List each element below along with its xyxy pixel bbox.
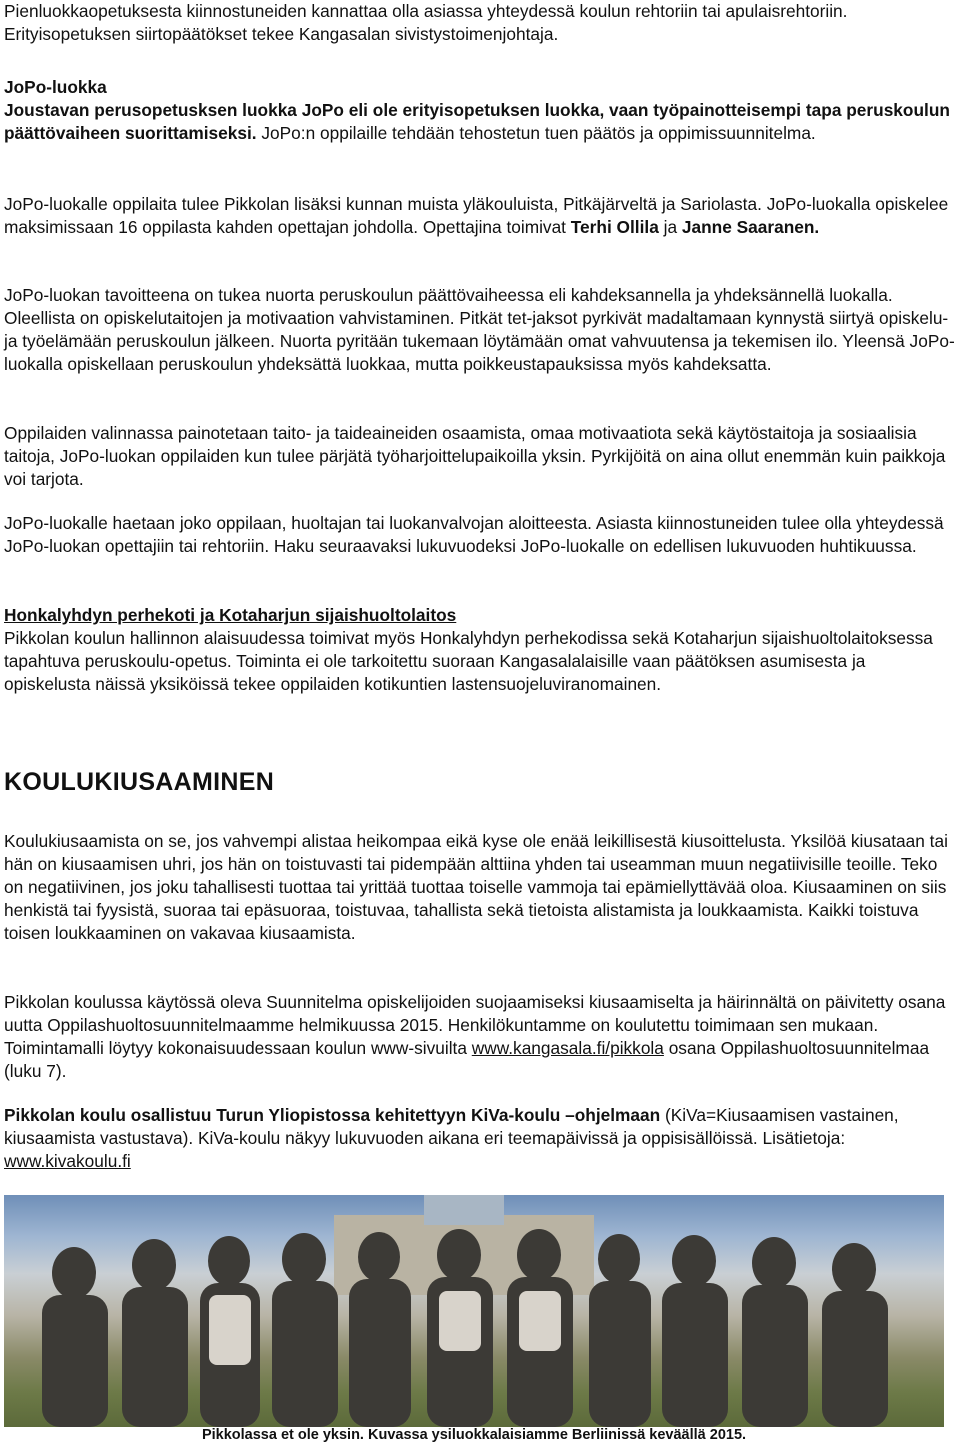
intro-text: Pienluokkaopetuksesta kiinnostuneiden kannattaa olla asiassa yhteydessä koulun rehtoriin tai apulaisrehtoriin. Erityisopetuksen siirtopäätökset tekee Kangasalan sivistystoimenjohtaja. [4, 1, 848, 44]
jopo-p2-and: ja [658, 217, 682, 237]
jopo-heading: JoPo-luokka [4, 77, 107, 97]
honkalyhty-heading: Honkalyhdyn perhekoti ja Kotaharjun sijaishuoltolaitos [4, 605, 457, 625]
jopo-section [4, 76, 956, 145]
kiusaaminen-p2-text: Pikkolan koulussa käytössä oleva Suunnitelma opiskelijoiden suojaamiseksi kiusaamiselta ja häirinnältä on päivitetty osana uutta Oppilashuoltosuunnitelmaamme helmikuussa 2015. Henkilökuntamme on koulutettu toimimaan sen mukaan. Toimintamalli löytyy kokonaisuudessaan koulun www-sivuilta [4, 992, 946, 1058]
group-photo-illustration [4, 1195, 944, 1427]
teacher-name-1: Terhi Ollila [570, 217, 659, 237]
honkalyhty-text: Pikkolan koulun hallinnon alaisuudessa toimivat myös Honkalyhdyn perhekodissa sekä Kotaharjun sijaishuoltolaitoksessa tapahtuva peruskoulu-opetus. Toiminta ei ole tarkoitettu suoraan Kangasalalaisille vaan päätöksen asumisesta ja opiskelusta näissä yksiköissä tekee oppilaiden kotikuntien lastensuojeluviranomainen. [4, 628, 933, 694]
kiva-text: (KiVa=Kiusaamisen vastainen, kiusaamista vastustava). KiVa-koulu näkyy lukuvuoden aikana eri teemapäivissä ja oppisisällöissä. Lisätietoja: [4, 1105, 899, 1148]
kiusaaminen-paragraph-1 [4, 830, 956, 945]
photo-caption: Pikkolassa et ole yksin. Kuvassa ysiluokkalaisiamme Berliinissä keväällä 2015. [201, 1427, 747, 1443]
dome-shape [424, 1195, 504, 1225]
kiusaaminen-heading: KOULUKIUSAAMINEN [4, 768, 275, 796]
jopo-paragraph-3 [4, 284, 956, 376]
jopo-paragraph-4 [4, 422, 956, 491]
intro-paragraph [4, 0, 956, 46]
jopo-paragraph-2 [4, 193, 956, 239]
kangasala-pikkola-link[interactable]: www.kangasala.fi/pikkola [471, 1038, 664, 1058]
kiva-bold-text: Pikkolan koulu osallistuu Turun Yliopistossa kehitettyyn KiVa-koulu –ohjelmaan [4, 1105, 661, 1125]
jopo-lead-rest: JoPo:n oppilaille tehdään tehostetun tuen päätös ja oppimissuunnitelma. [256, 123, 816, 143]
honkalyhty-section [4, 604, 956, 696]
jopo-lead-bold: Joustavan perusopetusksen luokka JoPo eli ole erityisopetuksen luokka, vaan työpainotteisempi tapa peruskoulun päättövaiheen suorittamiseksi. [4, 100, 950, 143]
jopo-p3-text: JoPo-luokan tavoitteena on tukea nuorta peruskoulun päättövaiheessa eli kahdeksannella ja yhdeksännellä luokalla. Oleellista on opiskelutaitojen ja motivaation vahvistaminen. Pitkät tet-jaksot pyrkivät madaltamaan kynnystä siirtyä opiskelu- ja työelämään peruskoulun jälkeen. Nuorta pyritään tukemaan löytämään omat vahvuutensa ja tekemisen ilo. Yleensä JoPo-luokalla opiskellaan peruskoulun yhdeksättä luokkaa, mutta poikkeustapauksissa myös kahdeksatta. [4, 285, 955, 374]
teacher-name-2: Janne Saaranen. [681, 217, 820, 237]
jopo-p5-text: JoPo-luokalle haetaan joko oppilaan, huoltajan tai luokanvalvojan aloitteesta. Asiasta kiinnostuneiden tulee olla yhteydessä JoPo-luokan opettajiin tai rehtoriin. Haku seuraavaksi lukuvuodeksi JoPo-luokalle on edellisen lukuvuoden huhtikuussa. [4, 513, 944, 556]
jopo-p4-text: Oppilaiden valinnassa painotetaan taito- ja taideaineiden osaamista, omaa motivaatiota sekä käytöstaitoja ja sosiaalisia taitoja, JoPo-luokan oppilaiden kun tulee pärjätä työharjoittelupaikoilla yksin. Pyrkijöitä on aina ollut enemmän kuin paikkoja voi tarjota. [4, 423, 946, 489]
kivakoulu-link[interactable]: www.kivakoulu.fi [4, 1151, 131, 1171]
kiusaaminen-p2-after: osana Oppilashuoltosuunnitelmaa (luku 7). [4, 1038, 930, 1081]
jopo-paragraph-5 [4, 512, 956, 558]
group-photo [4, 1195, 944, 1427]
jopo-p2-text: JoPo-luokalle oppilaita tulee Pikkolan lisäksi kunnan muista yläkouluista, Pitkäjärveltä ja Sariolasta. JoPo-luokalla opiskelee maksimissaan 16 oppilasta kahden opettajan johdolla. Opettajina toimivat [4, 194, 949, 237]
kiusaaminen-p1-text: Koulukiusaamista on se, jos vahvempi alistaa heikompaa eikä kyse ole enää leikillisestä kiusoittelusta. Yksilöä kiusataan tai hän on kiusaamisen uhri, jos hän on toistuvasti tai pidempään alttiina yhden tai useamman muun negatiivisille teoille. Teko on negatiivinen, jos joku tahallisesti tuottaa tai yrittää tuottaa toiselle vammoja tai epämiellyttävää oloa. Kiusaaminen on siis henkistä tai fyysistä, suoraa tai epäsuoraa, toistuvaa, tahallista sekä tietoista alistamista ja loukkaamista. Kaikki toistuva toisen loukkaaminen on vakavaa kiusaamista. [4, 831, 948, 943]
kiva-paragraph [4, 1104, 956, 1173]
kiusaaminen-paragraph-2 [4, 991, 956, 1083]
